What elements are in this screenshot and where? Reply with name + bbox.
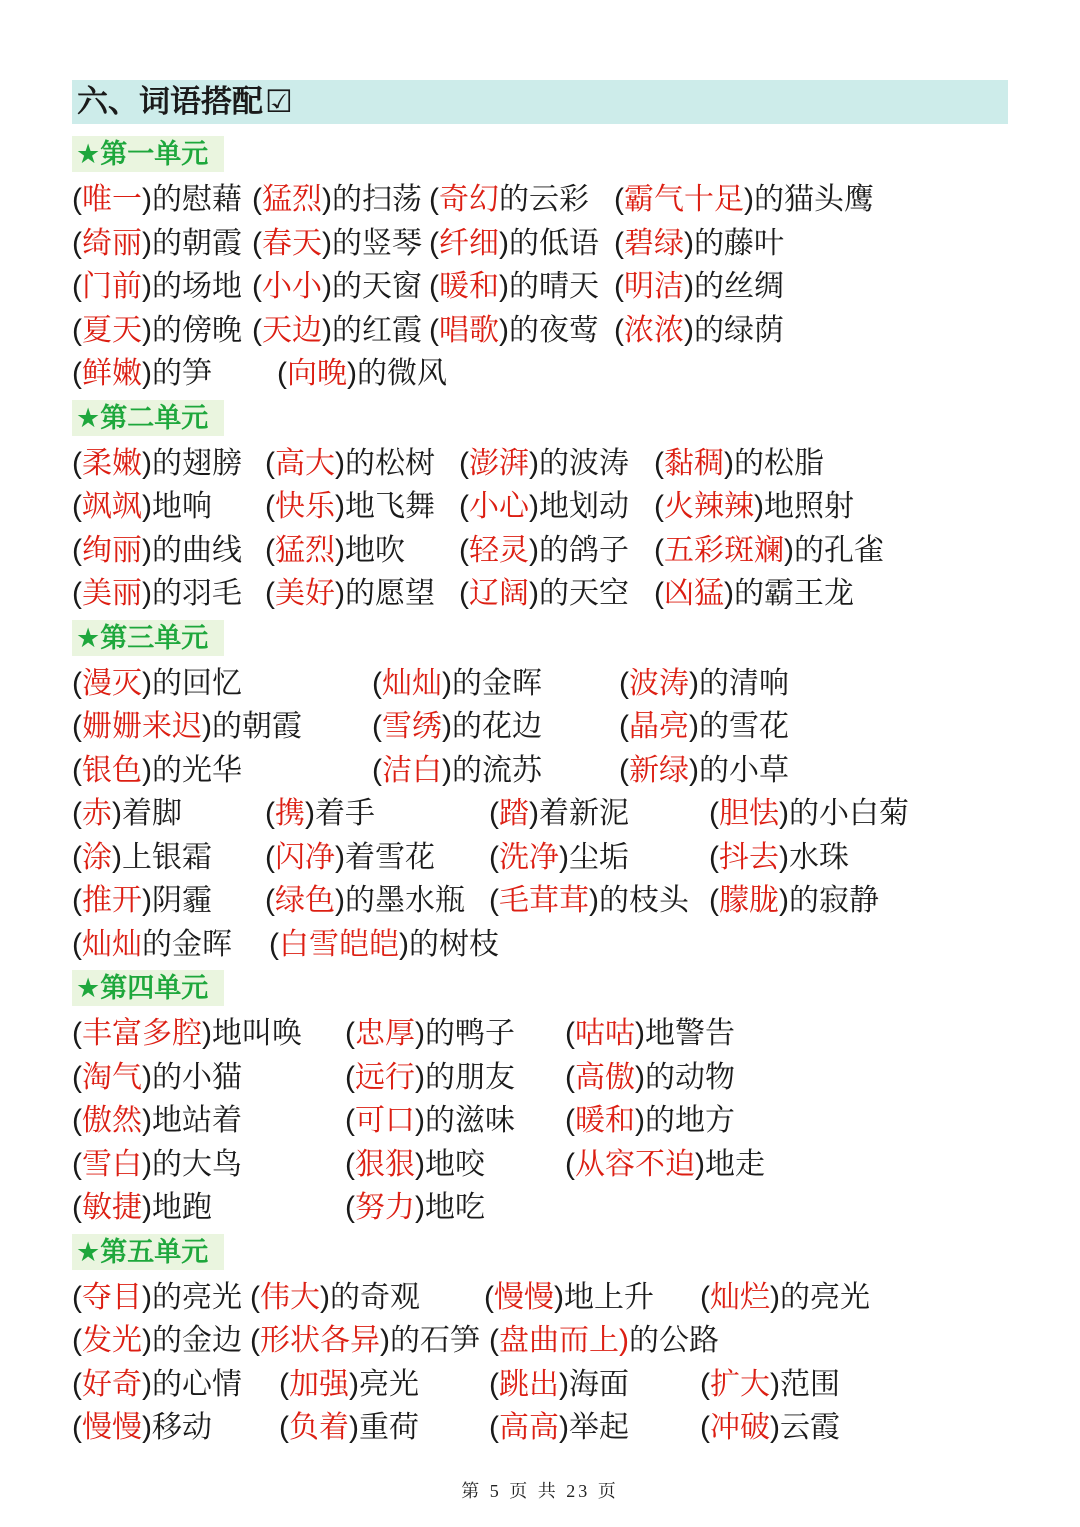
collocation-answer: 猛烈 (275, 533, 335, 567)
collocation-item: (抖去)水珠 (709, 840, 849, 874)
collocation-answer: 加强 (289, 1367, 349, 1401)
collocation-answer: 奇幻 (439, 183, 499, 216)
collocation-item: (波涛)的清响 (619, 666, 789, 700)
collocation-item: (好奇)的心情 (72, 1367, 242, 1401)
collocation-answer: 波涛 (629, 666, 689, 700)
collocation-answer: 从容不迫 (575, 1147, 695, 1181)
collocation-row (72, 1186, 1008, 1230)
collocation-answer: 小小 (262, 270, 322, 303)
collocation-item: (雪绣)的花边 (372, 710, 542, 743)
collocation-item: (雪白)的大鸟 (72, 1147, 242, 1181)
collocation-answer: 胆怯 (719, 797, 779, 830)
collocation-item: (负着)重荷 (279, 1411, 419, 1444)
collocation-answer: 快乐 (275, 490, 335, 523)
collocation-answer: 努力 (355, 1191, 415, 1224)
collocation-answer: 远行 (355, 1060, 415, 1094)
collocation-item: (淘气)的小猫 (72, 1060, 242, 1094)
collocation-item: (盘曲而上)的公路 (489, 1324, 719, 1357)
collocation-answer: 丰富多腔 (82, 1017, 202, 1050)
collocation-item: (绚丽)的曲线 (72, 533, 242, 567)
unit-header-1: ★第一单元 (72, 136, 224, 172)
collocation-item: (洗净)尘垢 (489, 840, 629, 874)
collocation-answer: 猛烈 (262, 183, 322, 216)
collocation-item: (发光)的金边 (72, 1324, 242, 1357)
collocation-item: (敏捷)地跑 (72, 1191, 212, 1224)
collocation-row (72, 1276, 1008, 1320)
collocation-answer: 浓浓 (624, 313, 684, 347)
unit-header-3: ★第三单元 (72, 620, 224, 656)
collocation-item: (赤)着脚 (72, 797, 182, 830)
collocation-item: (傲然)地站着 (72, 1104, 242, 1137)
collocation-item: (绿色)的墨水瓶 (265, 884, 465, 917)
collocation-answer: 澎湃 (469, 446, 529, 480)
collocation-item: (霸气十足)的猫头鹰 (614, 183, 874, 216)
collocation-answer: 慢慢 (82, 1411, 142, 1444)
collocation-row (72, 1319, 1008, 1363)
collocation-answer: 踏 (499, 797, 529, 830)
collocation-row (72, 485, 1008, 529)
collocation-answer: 鲜嫩 (82, 357, 142, 390)
collocation-answer: 敏捷 (82, 1191, 142, 1224)
collocation-answer: 可口 (355, 1104, 415, 1137)
collocation-item: (小心)地划动 (459, 490, 629, 523)
collocation-answer: 形状各异 (260, 1324, 380, 1357)
collocation-answer: 携 (275, 797, 305, 830)
collocation-answer: 夺目 (82, 1280, 142, 1314)
collocation-answer: 黏稠 (664, 446, 724, 480)
collocation-item: (春天)的竖琴 (252, 226, 422, 260)
collocation-row (72, 836, 1008, 880)
checkbox-icon: ☑ (265, 84, 293, 119)
collocation-answer: 唯一 (82, 183, 142, 216)
collocation-row (72, 792, 1008, 836)
collocation-answer: 漫灭 (82, 666, 142, 700)
collocation-answer: 火辣辣 (664, 490, 754, 523)
collocation-item: (暖和)的晴天 (429, 270, 599, 303)
collocation-item: (黏稠)的松脂 (654, 446, 824, 480)
collocation-item: (美丽)的羽毛 (72, 577, 242, 610)
collocation-item: (奇幻的云彩 (429, 183, 589, 216)
collocation-answer: 冲破 (710, 1411, 770, 1444)
collocation-answer: 银色 (82, 753, 142, 787)
collocation-answer: 暖和 (439, 270, 499, 303)
collocation-item: (忠厚)的鸭子 (345, 1017, 515, 1050)
collocation-row (72, 923, 1008, 967)
collocation-row (72, 352, 1008, 396)
collocation-answer: 狠狠 (355, 1147, 415, 1181)
collocation-answer: 赤 (82, 797, 112, 830)
collocation-item: (门前)的场地 (72, 270, 242, 303)
collocation-item: (高高)举起 (489, 1411, 629, 1444)
collocation-row (72, 1406, 1008, 1450)
collocation-answer: 抖去 (719, 840, 779, 874)
collocation-answer: 新绿 (629, 753, 689, 787)
collocation-item: (明洁)的丝绸 (614, 270, 784, 303)
collocation-item: (漫灭)的回忆 (72, 666, 242, 700)
collocation-answer: 绚丽 (82, 533, 142, 567)
collocation-item: (猛烈)的扫荡 (252, 183, 422, 216)
collocation-answer: 灿灿 (382, 666, 442, 700)
collocation-answer: 飒飒 (82, 490, 142, 523)
collocation-answer: 发光 (82, 1324, 142, 1357)
collocation-answer: 跳出 (499, 1367, 559, 1401)
collocation-answer: 碧绿 (624, 226, 684, 260)
collocation-answer: 晶亮 (629, 710, 689, 743)
collocation-item: (火辣辣)地照射 (654, 490, 854, 523)
collocation-row (72, 529, 1008, 573)
collocation-item: (高大)的松树 (265, 446, 435, 480)
collocation-answer: 小心 (469, 490, 529, 523)
collocation-item: (洁白)的流苏 (372, 753, 542, 787)
collocation-item: (毛茸茸)的枝头 (489, 884, 689, 917)
collocation-answer: 绿色 (275, 884, 335, 917)
collocation-item: (白雪皑皑)的树枝 (269, 927, 499, 961)
collocation-row (72, 222, 1008, 266)
collocation-row (72, 749, 1008, 793)
collocation-item: (狠狠)地咬 (345, 1147, 485, 1181)
collocation-item: (美好)的愿望 (265, 577, 435, 610)
collocation-item: (快乐)地飞舞 (265, 490, 435, 523)
collocation-item: (猛烈)地吹 (265, 533, 405, 567)
collocation-answer: 洗净 (499, 840, 559, 874)
collocation-answer: 纤细 (439, 226, 499, 260)
collocation-item: (可口)的滋味 (345, 1104, 515, 1137)
collocation-item: (伟大)的奇观 (250, 1280, 420, 1314)
collocation-answer: 闪净 (275, 840, 335, 874)
collocation-item: (唱歌)的夜莺 (429, 313, 599, 347)
collocation-answer: 涂 (82, 840, 112, 874)
collocation-item: (晶亮)的雪花 (619, 710, 789, 743)
collocation-row (72, 879, 1008, 923)
collocation-item: (灿灿)的金晖 (372, 666, 542, 700)
collocation-item: (轻灵)的鸽子 (459, 533, 629, 567)
collocation-answer: 慢慢 (494, 1280, 554, 1314)
collocation-answer: 推开 (82, 884, 142, 917)
collocation-answer: 高大 (275, 446, 335, 480)
section-title: 六、词语搭配 (77, 84, 263, 119)
collocation-row (72, 662, 1008, 706)
collocation-answer: 淘气 (82, 1060, 142, 1094)
collocation-answer: 好奇 (82, 1367, 142, 1401)
collocation-answer: 毛茸茸 (499, 884, 589, 917)
units-container (72, 136, 1008, 1450)
collocation-item: (暖和)的地方 (565, 1104, 735, 1137)
collocation-answer: 姗姗来迟 (82, 710, 202, 743)
collocation-row (72, 1363, 1008, 1407)
collocation-item: (向晚)的微风 (277, 357, 447, 390)
collocation-item: (慢慢)地上升 (484, 1280, 654, 1314)
collocation-item: (澎湃)的波涛 (459, 446, 629, 480)
collocation-item: (夏天)的傍晚 (72, 313, 242, 347)
collocation-item: (携)着手 (265, 797, 375, 830)
collocation-row (72, 572, 1008, 616)
collocation-item: (凶猛)的霸王龙 (654, 577, 854, 610)
collocation-row (72, 309, 1008, 353)
collocation-item: (碧绿)的藤叶 (614, 226, 784, 260)
collocation-answer: 夏天 (82, 313, 142, 347)
collocation-answer: 柔嫩 (82, 446, 142, 480)
collocation-item: (飒飒)地响 (72, 490, 212, 523)
collocation-answer: 五彩斑斓 (664, 533, 784, 567)
unit-header-4: ★第四单元 (72, 970, 224, 1006)
collocation-answer: 傲然 (82, 1104, 142, 1137)
collocation-answer: 盘曲而上) (499, 1324, 629, 1357)
collocation-item: (辽阔)的天空 (459, 577, 629, 610)
collocation-item: (绮丽)的朝霞 (72, 226, 242, 260)
collocation-answer: 春天 (262, 226, 322, 260)
unit-header-5: ★第五单元 (72, 1234, 224, 1270)
page-footer: 第 5 页 共 23 页 (461, 1481, 619, 1501)
collocation-item: (朦胧)的寂静 (709, 884, 879, 917)
collocation-answer: 咕咕 (575, 1017, 635, 1050)
collocation-item: (踏)着新泥 (489, 797, 629, 830)
collocation-row (72, 442, 1008, 486)
collocation-answer: 绮丽 (82, 226, 142, 260)
collocation-item: (跳出)海面 (489, 1367, 629, 1401)
collocation-answer: 雪绣 (382, 710, 442, 743)
collocation-answer: 向晚 (287, 357, 347, 390)
unit-header-2: ★第二单元 (72, 400, 224, 436)
collocation-answer: 忠厚 (355, 1017, 415, 1050)
collocation-item: (小小)的天窗 (252, 270, 422, 303)
collocation-answer: 霸气十足 (624, 183, 744, 216)
collocation-item: (扩大)范围 (700, 1367, 840, 1401)
collocation-item: (浓浓)的绿荫 (614, 313, 784, 347)
collocation-item: (丰富多腔)地叫唤 (72, 1017, 302, 1050)
collocation-item: (五彩斑斓)的孔雀 (654, 533, 884, 567)
collocation-row (72, 1012, 1008, 1056)
collocation-answer: 天边 (262, 313, 322, 347)
collocation-item: (从容不迫)地走 (565, 1147, 765, 1181)
collocation-item: (柔嫩)的翅膀 (72, 446, 242, 480)
collocation-item: (形状各异)的石笋 (250, 1324, 480, 1357)
collocation-item: (银色)的光华 (72, 753, 242, 787)
collocation-item: (鲜嫩)的笋 (72, 357, 212, 390)
collocation-row (72, 1056, 1008, 1100)
collocation-answer: 明洁 (624, 270, 684, 303)
collocation-answer: 伟大 (260, 1280, 320, 1314)
collocation-item: (姗姗来迟)的朝霞 (72, 710, 302, 743)
collocation-item: (涂)上银霜 (72, 840, 212, 874)
collocation-row (72, 265, 1008, 309)
collocation-item: (夺目)的亮光 (72, 1280, 242, 1314)
collocation-answer: 朦胧 (719, 884, 779, 917)
collocation-item: (闪净)着雪花 (265, 840, 435, 874)
collocation-item: (慢慢)移动 (72, 1411, 212, 1444)
collocation-answer: 雪白 (82, 1147, 142, 1181)
collocation-item: (努力)地吃 (345, 1191, 485, 1224)
collocation-answer: 灿灿 (82, 927, 142, 961)
collocation-item: (灿烂)的亮光 (700, 1280, 870, 1314)
collocation-item: (咕咕)地警告 (565, 1017, 735, 1050)
section-title-band (72, 80, 1008, 124)
collocation-answer: 扩大 (710, 1367, 770, 1401)
collocation-row (72, 1143, 1008, 1187)
collocation-item: (胆怯)的小白菊 (709, 797, 909, 830)
collocation-answer: 唱歌 (439, 313, 499, 347)
collocation-item: (冲破)云霞 (700, 1411, 840, 1444)
collocation-answer: 负着 (289, 1411, 349, 1444)
collocation-answer: 美好 (275, 577, 335, 610)
collocation-answer: 凶猛 (664, 577, 724, 610)
collocation-item: (纤细)的低语 (429, 226, 599, 260)
collocation-row (72, 705, 1008, 749)
collocation-answer: 辽阔 (469, 577, 529, 610)
collocation-item: (远行)的朋友 (345, 1060, 515, 1094)
collocation-answer: 暖和 (575, 1104, 635, 1137)
collocation-row (72, 1099, 1008, 1143)
collocation-answer: 白雪皑皑 (279, 927, 399, 961)
collocation-answer: 灿烂 (710, 1280, 770, 1314)
collocation-answer: 高高 (499, 1411, 559, 1444)
collocation-item: (天边)的红霞 (252, 313, 422, 347)
collocation-item: (唯一)的慰藉 (72, 183, 242, 216)
collocation-answer: 美丽 (82, 577, 142, 610)
collocation-item: (灿灿的金晖 (72, 927, 232, 961)
collocation-item: (高傲)的动物 (565, 1060, 735, 1094)
collocation-answer: 洁白 (382, 753, 442, 787)
collocation-item: (推开)阴霾 (72, 884, 212, 917)
collocation-answer: 高傲 (575, 1060, 635, 1094)
collocation-answer: 轻灵 (469, 533, 529, 567)
collocation-item: (新绿)的小草 (619, 753, 789, 787)
collocation-item: (加强)亮光 (279, 1367, 419, 1401)
collocation-answer: 门前 (82, 270, 142, 303)
collocation-row (72, 178, 1008, 222)
